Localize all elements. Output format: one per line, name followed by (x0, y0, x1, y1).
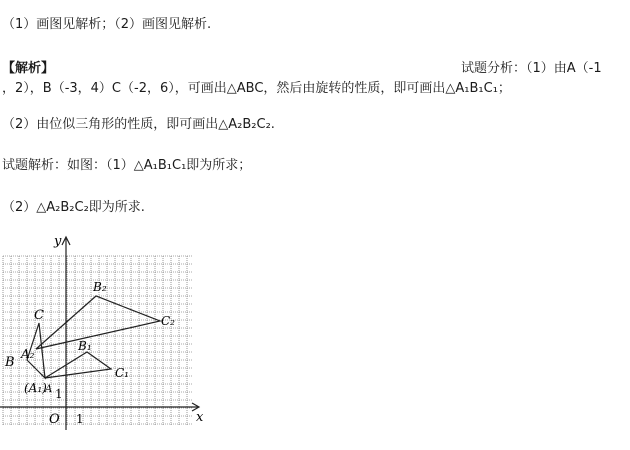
triangle-a1b1c1 (45, 352, 111, 378)
x-axis-label: x (196, 410, 204, 425)
solution-line1: 试题解析：如图：（1）△A₁B₁C₁即为所求； (2, 158, 252, 173)
answer-line: （1）画图见解析；（2）画图见解析. (2, 17, 212, 32)
analysis-line2: （2）由位似三角形的性质，即可画出△A₂B₂C₂. (2, 117, 275, 132)
solution-line2: （2）△A₂B₂C₂即为所求. (2, 200, 145, 215)
label-b2: B₂ (93, 280, 107, 294)
label-c2: C₂ (161, 314, 175, 328)
label-a: A (45, 384, 53, 395)
analysis-tag: 【解析】 (2, 61, 55, 76)
label-a2: A₂ (21, 347, 35, 361)
label-b1: B₁ (78, 339, 92, 353)
y-tick-label: 1 (55, 387, 63, 401)
label-c: C (34, 308, 44, 323)
label-c1: C₁ (115, 366, 129, 380)
analysis-lead: 试题分析：（1）由A（-1 (461, 61, 602, 76)
label-a1: (A₁) (24, 381, 47, 395)
label-b: B (5, 355, 15, 370)
origin-label: O (49, 412, 60, 427)
analysis-line1: ，2），B（-3，4）C（-2，6），可画出△ABC，然后由旋转的性质，即可画出△A₁B₁C₁； (2, 81, 511, 96)
y-axis-label: y (54, 234, 62, 249)
x-tick-label: 1 (76, 412, 84, 426)
